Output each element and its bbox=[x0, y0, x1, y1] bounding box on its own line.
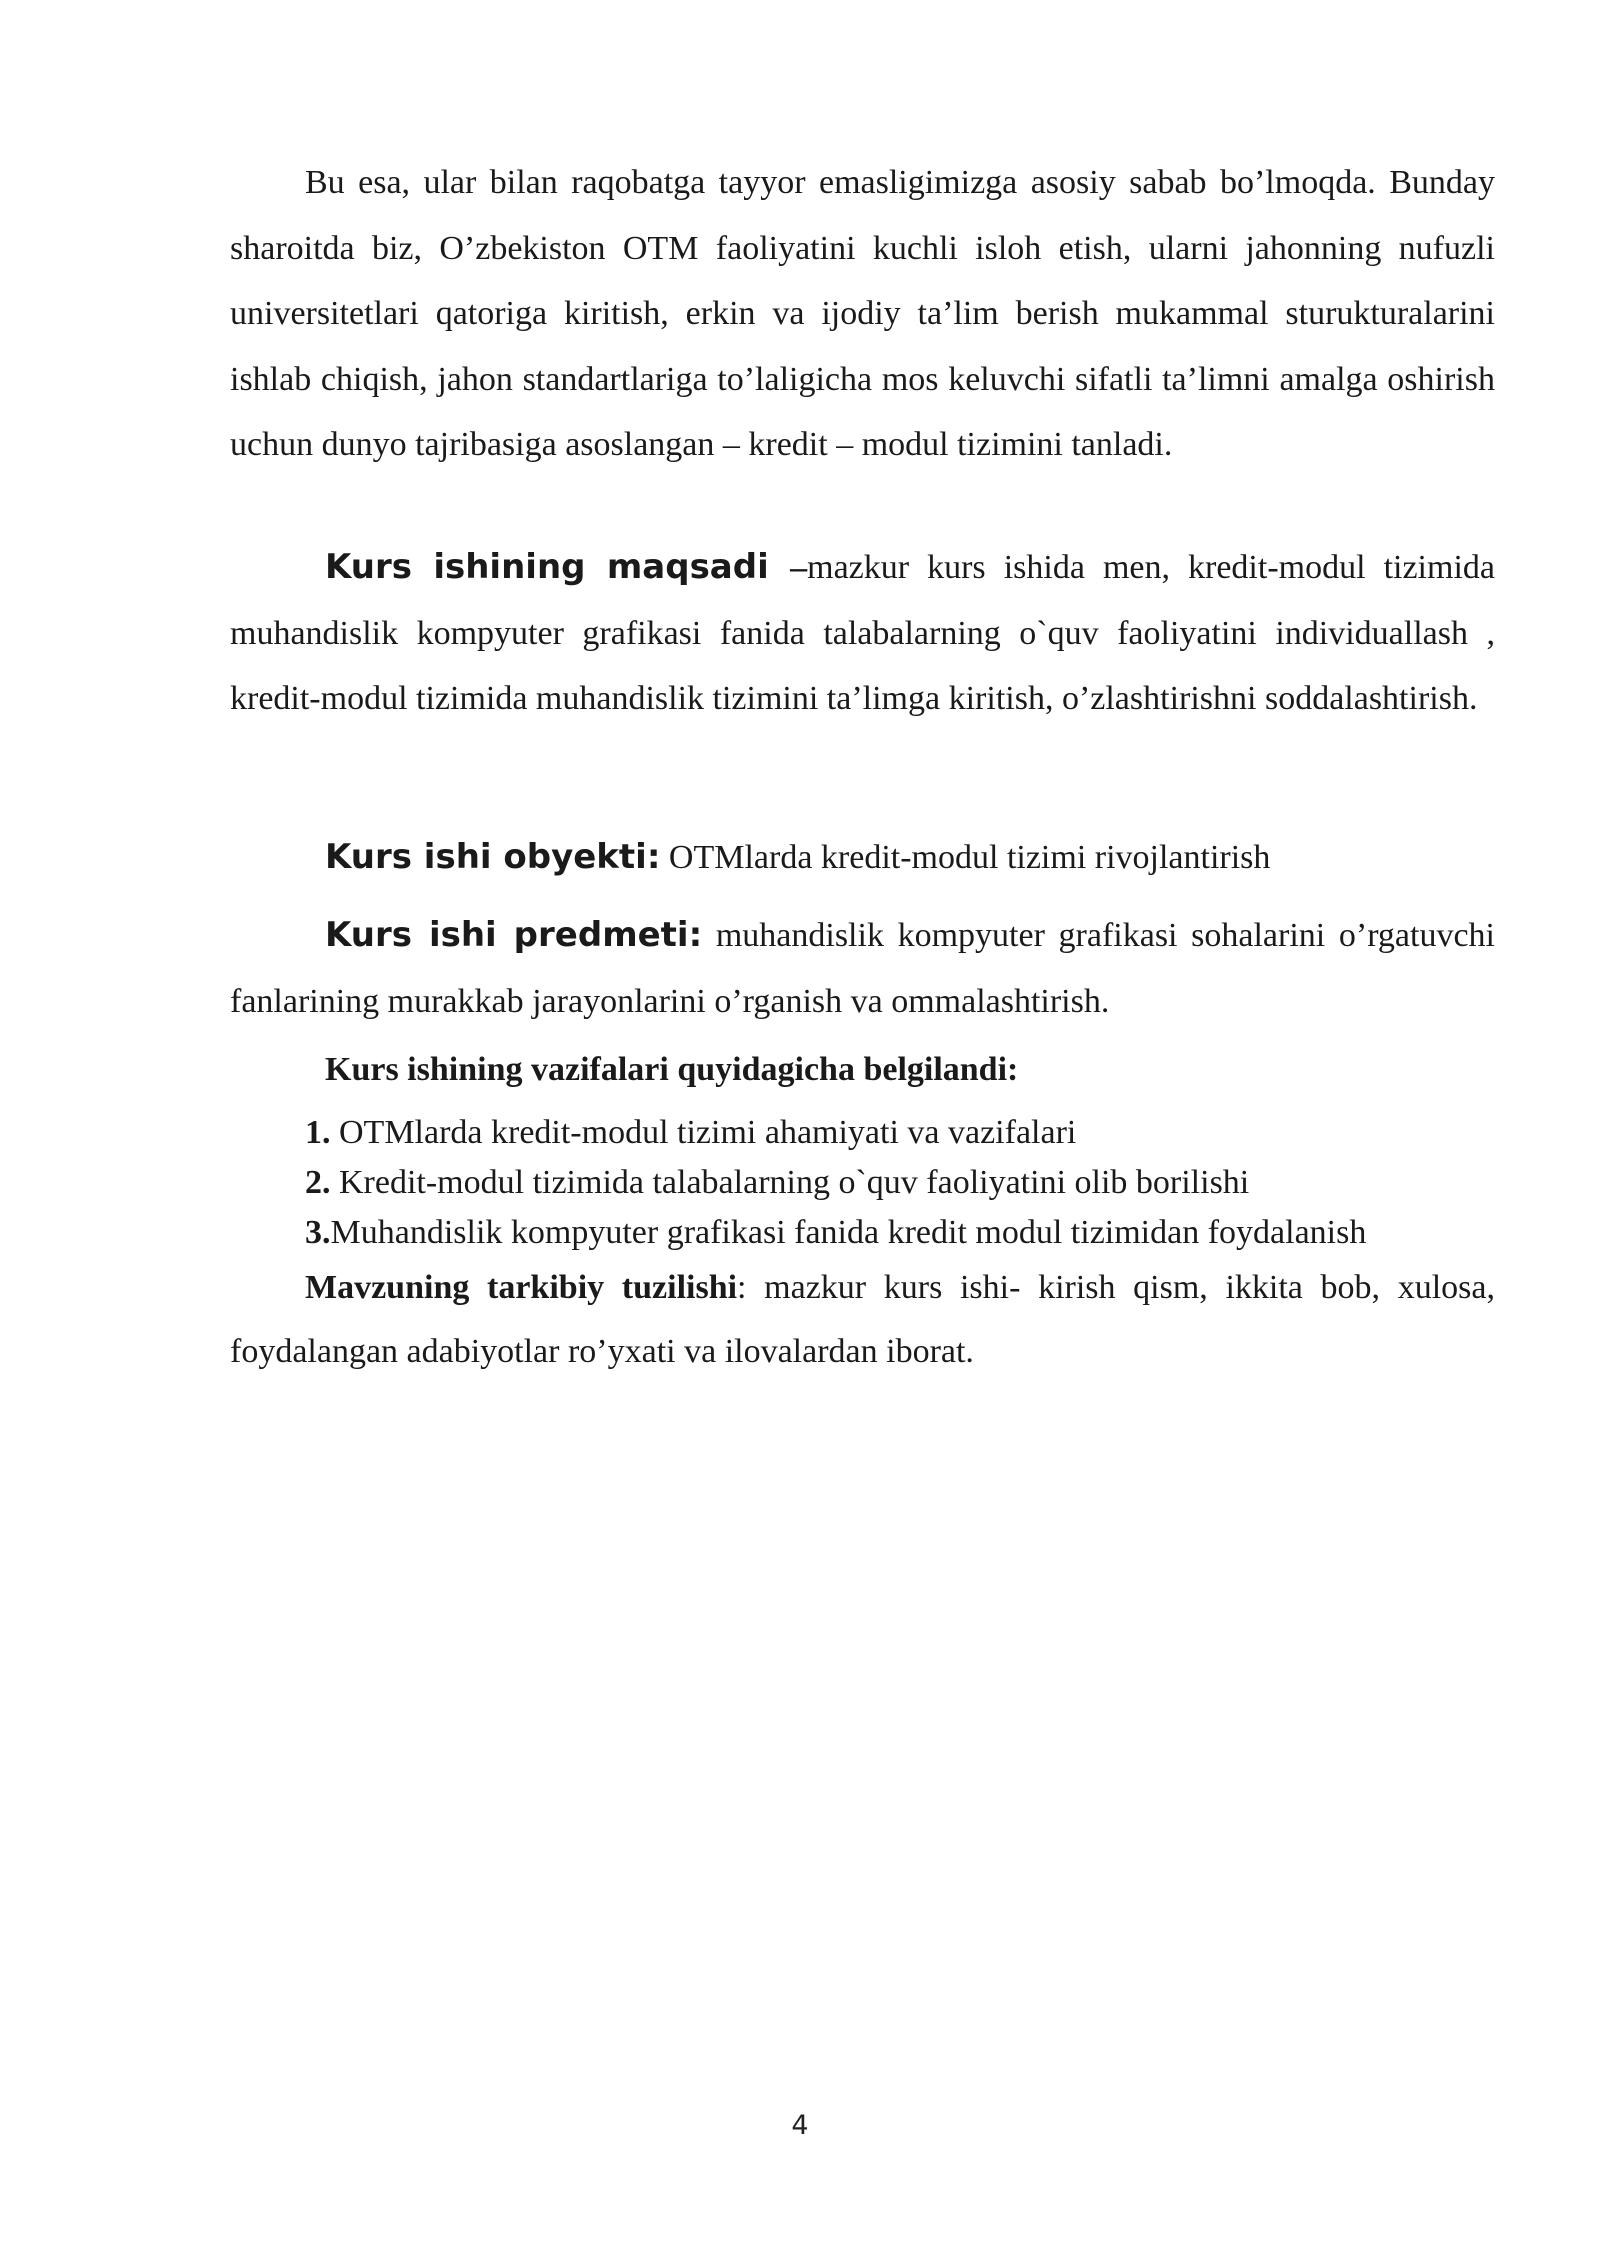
subject-label: Kurs ishi predmeti: bbox=[325, 915, 703, 955]
object-label: Kurs ishi obyekti: bbox=[325, 837, 661, 877]
task-item bbox=[305, 1158, 1249, 1208]
goal-text: mazkur kurs ishida men, kredit-modul tizimida muhandislik kompyuter grafikasi fanida talabalarning o`quv faoliyatini individuallash , kredit-modul tizimida muhandislik tizimini ta’limga kiritish, o’zlashtirishni soddalashtirish. bbox=[230, 549, 1495, 717]
structure-paragraph bbox=[230, 1256, 1495, 1384]
task-item bbox=[305, 1208, 1366, 1258]
task-number: 2. bbox=[305, 1164, 331, 1201]
task-item bbox=[305, 1108, 1076, 1158]
subject-text: muhandislik kompyuter grafikasi sohalarini o’rgatuvchi fanlarining murakkab jarayonlarini o’rganish va ommalashtirish. bbox=[230, 917, 1495, 1020]
task-number: 3. bbox=[305, 1214, 331, 1251]
subject-paragraph bbox=[230, 902, 1495, 1035]
task-number: 1. bbox=[305, 1114, 331, 1151]
object-text: OTMlarda kredit-modul tizimi rivojlantirish bbox=[660, 839, 1271, 876]
page-number: 4 bbox=[791, 2110, 809, 2141]
task-text: Kredit-modul tizimida talabalarning o`quv faoliyatini olib borilishi bbox=[330, 1164, 1250, 1201]
goal-paragraph bbox=[230, 535, 1495, 732]
intro-paragraph: Bu esa, ular bilan raqobatga tayyor emasligimizga asosiy sabab bo’lmoqda. Bunday sharoitda biz, O’zbekiston OTM faoliyatini kuchli isloh etish, ularni jahonning nufuzli universitetlari qatoriga kiritish, erkin va ijodiy ta’lim berish mukammal sturukturalarini ishlab chiqish, jahon standartlariga to’laligicha mos keluvchi sifatli ta’limni amalga oshirish uchun dunyo tajribasiga asoslangan – kredit – modul tizimini tanladi. bbox=[230, 164, 1495, 463]
structure-label: Mavzuning tarkibiy tuzilishi bbox=[305, 1269, 738, 1306]
structure-text: : mazkur kurs ishi- kirish qism, ikkita bob, xulosa, foydalangan adabiyotlar ro’yxati va ilovalardan iborat. bbox=[230, 1269, 1495, 1370]
goal-label: Kurs ishining maqsadi bbox=[325, 547, 791, 587]
task-text: OTMlarda kredit-modul tizimi ahamiyati va vazifalari bbox=[330, 1114, 1077, 1151]
task-text: Muhandislik kompyuter grafikasi fanida kredit modul tizimidan foydalanish bbox=[330, 1214, 1367, 1251]
goal-dash: – bbox=[790, 549, 808, 586]
object-paragraph bbox=[230, 825, 1495, 891]
tasks-heading: Kurs ishining vazifalari quyidagicha belgilandi: bbox=[325, 1051, 1019, 1088]
